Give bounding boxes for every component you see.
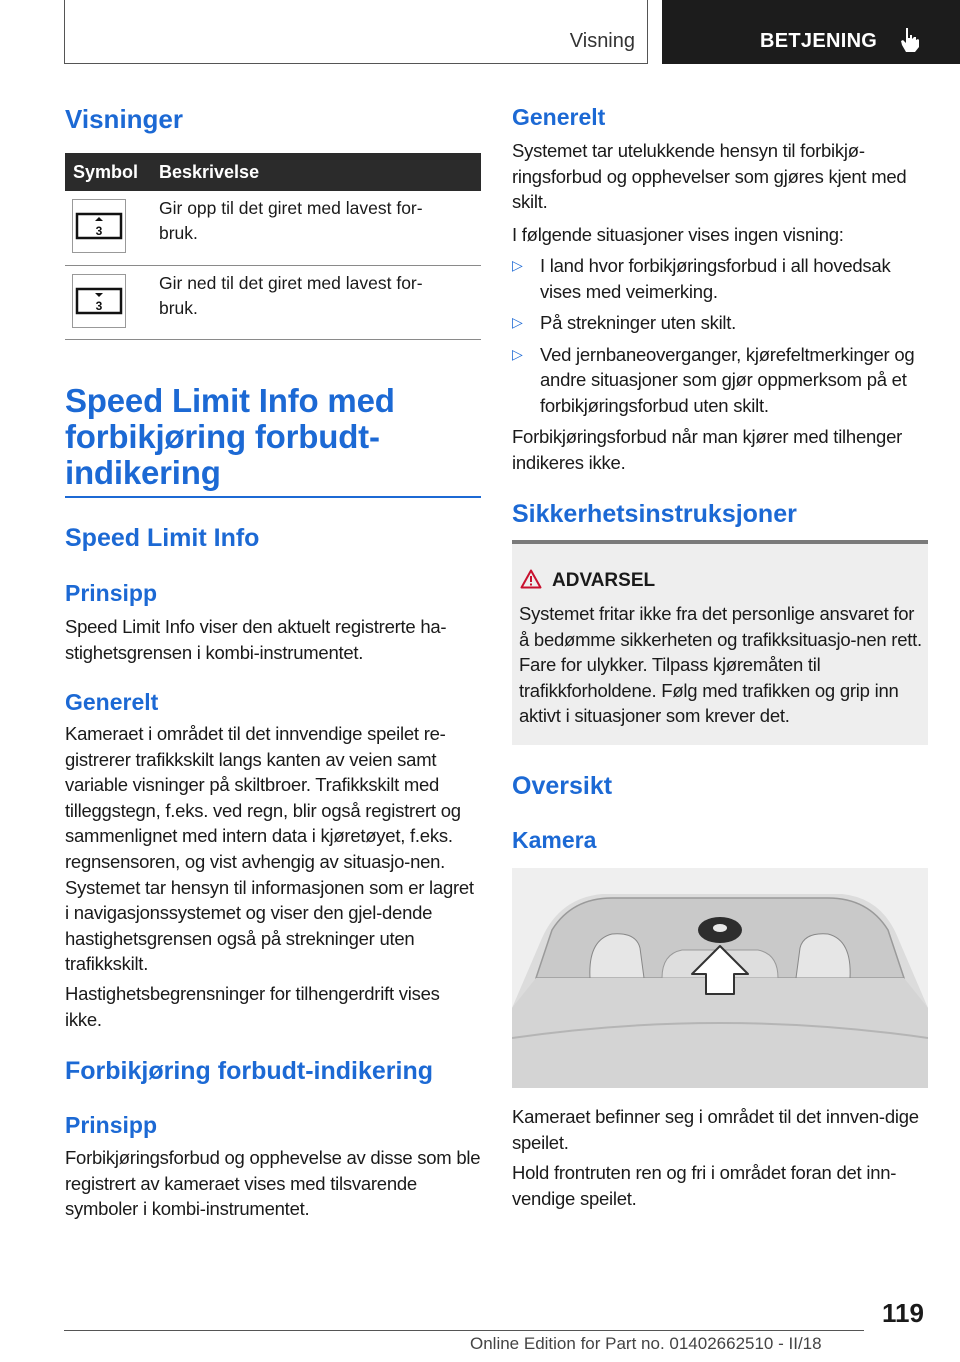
bullet-triangle-icon: ▷ bbox=[512, 345, 523, 362]
table-cell-symbol bbox=[65, 265, 151, 339]
gear-down-indicator-icon bbox=[72, 274, 126, 328]
header-section-box bbox=[64, 0, 648, 64]
page-number: 119 bbox=[882, 1298, 924, 1328]
speed-limit-info-heading: Speed Limit Info bbox=[65, 524, 260, 552]
gear-up-indicator-icon bbox=[72, 199, 126, 253]
no-display-intro: I følgende situasjoner vises ingen visning: bbox=[512, 224, 844, 245]
generelt-text-2: Systemet tar utelukkende hensyn til forbikjø-ringsforbud og opphevelser som gjøres kjent med skilt. bbox=[512, 140, 907, 213]
bullet-triangle-icon: ▷ bbox=[512, 257, 523, 273]
list-item bbox=[512, 253, 928, 304]
warning-box bbox=[512, 540, 928, 745]
kamera-heading: Kamera bbox=[512, 827, 597, 853]
trailer-text: Forbikjøringsforbud når man kjører med tilhenger indikeres ikke. bbox=[512, 426, 903, 473]
visninger-heading: Visninger bbox=[65, 104, 184, 134]
header-chapter-label: BETJENING bbox=[760, 30, 878, 52]
warning-header bbox=[520, 569, 655, 592]
main-title-line: Speed Limit Info med bbox=[65, 382, 395, 419]
warning-label: ADVARSEL bbox=[552, 570, 656, 591]
symbol-table bbox=[65, 153, 481, 340]
svg-text:3: 3 bbox=[95, 298, 103, 313]
warning-text: Systemet fritar ikke fra det personlige ansvaret for å bedømme sikkerheten og trafikksituasjo-nen rett. Fare for ulykker. Tilpass kjøremåten til trafikkforholdene. Følg med trafikken og grip inn aktivt i situasjoner som krever det. bbox=[519, 603, 922, 727]
list-item-text: Ved jernbaneoverganger, kjørefeltmerkinger og andre situasjoner som gjør oppmerksom på et forbikjøringsforbud uten skilt. bbox=[540, 343, 915, 416]
description-line: bruk. bbox=[159, 223, 198, 243]
description-line: Gir opp til det giret med lavest for- bbox=[159, 198, 423, 218]
table-header-symbol: Symbol bbox=[65, 153, 151, 191]
description-line: Gir ned til det giret med lavest for- bbox=[159, 272, 423, 293]
table-cell-description bbox=[151, 191, 481, 265]
warning-triangle-icon bbox=[520, 569, 542, 589]
generelt-text-trailer: Hastighetsbegrensninger for tilhengerdrift vises ikke. bbox=[65, 983, 440, 1030]
prinsipp-heading: Prinsipp bbox=[65, 580, 158, 606]
main-title-line: indikering bbox=[65, 454, 221, 491]
camera-text-2: Hold frontruten ren og fri i området foran det inn-vendige speilet. bbox=[512, 1162, 897, 1209]
prinsipp-text: Speed Limit Info viser den aktuelt registrerte ha-stighetsgrensen i kombi-instrumentet. bbox=[65, 616, 447, 663]
footer-edition: Online Edition for Part no. 01402662510 - II/18 bbox=[470, 1334, 822, 1353]
main-title bbox=[65, 383, 395, 491]
footer-divider bbox=[64, 1330, 864, 1331]
hand-pointer-icon bbox=[898, 26, 922, 54]
camera-location-illustration bbox=[512, 868, 928, 1088]
header-section-label: Visning bbox=[569, 30, 635, 52]
generelt-heading-2: Generelt bbox=[512, 104, 606, 130]
svg-text:3: 3 bbox=[95, 224, 103, 238]
prinsipp-heading-2: Prinsipp bbox=[65, 1112, 158, 1138]
main-title-line: forbikjøring forbudt- bbox=[65, 418, 380, 455]
bullet-triangle-icon: ▷ bbox=[512, 314, 523, 331]
description-line: bruk. bbox=[159, 297, 198, 318]
list-item bbox=[512, 310, 928, 336]
table-row bbox=[65, 191, 481, 265]
generelt-text: Kameraet i området til det innvendige speilet re-gistrerer trafikkskilt langs kanten av veien samt variable visninger på skiltbroer. Trafikkskilt med tilleggstegn, f.eks. ved regn, blir også registrert og sammenlignet med intern data i kjøretøyet, f.eks. regnsensoren, og vist avhengig av situasjo-nen. Systemet tar hensyn til informasjonen som er lagret i navigasjonssystemet og viser den gjel-dende hastighetsgrensen også på strekninger uten trafikkskilt. bbox=[65, 723, 474, 975]
forbikjoring-heading: Forbikjøring forbudt-indikering bbox=[65, 1057, 434, 1085]
table-header-description: Beskrivelse bbox=[151, 153, 481, 191]
prinsipp-text-2: Forbikjøringsforbud og opphevelse av disse som ble registrert av kameraet vises med tilsvarende symboler i kombi-instrumentet. bbox=[65, 1147, 481, 1220]
list-item-text: I land hvor forbikjøringsforbud i all hovedsak vises med veimerking. bbox=[540, 255, 891, 302]
table-cell-description bbox=[151, 265, 481, 339]
list-item-text: På strekninger uten skilt. bbox=[540, 312, 737, 334]
camera-text-1: Kameraet befinner seg i området til det innven-dige speilet. bbox=[512, 1106, 919, 1153]
generelt-heading: Generelt bbox=[65, 689, 159, 715]
no-display-list bbox=[512, 253, 928, 425]
safety-heading: Sikkerhetsinstruksjoner bbox=[512, 500, 797, 528]
table-cell-symbol bbox=[65, 191, 151, 265]
table-header-row bbox=[65, 153, 481, 191]
list-item bbox=[512, 342, 928, 419]
title-divider bbox=[65, 496, 481, 498]
oversikt-heading: Oversikt bbox=[512, 772, 613, 800]
header-chapter-tab bbox=[662, 0, 960, 64]
table-row bbox=[65, 265, 481, 339]
